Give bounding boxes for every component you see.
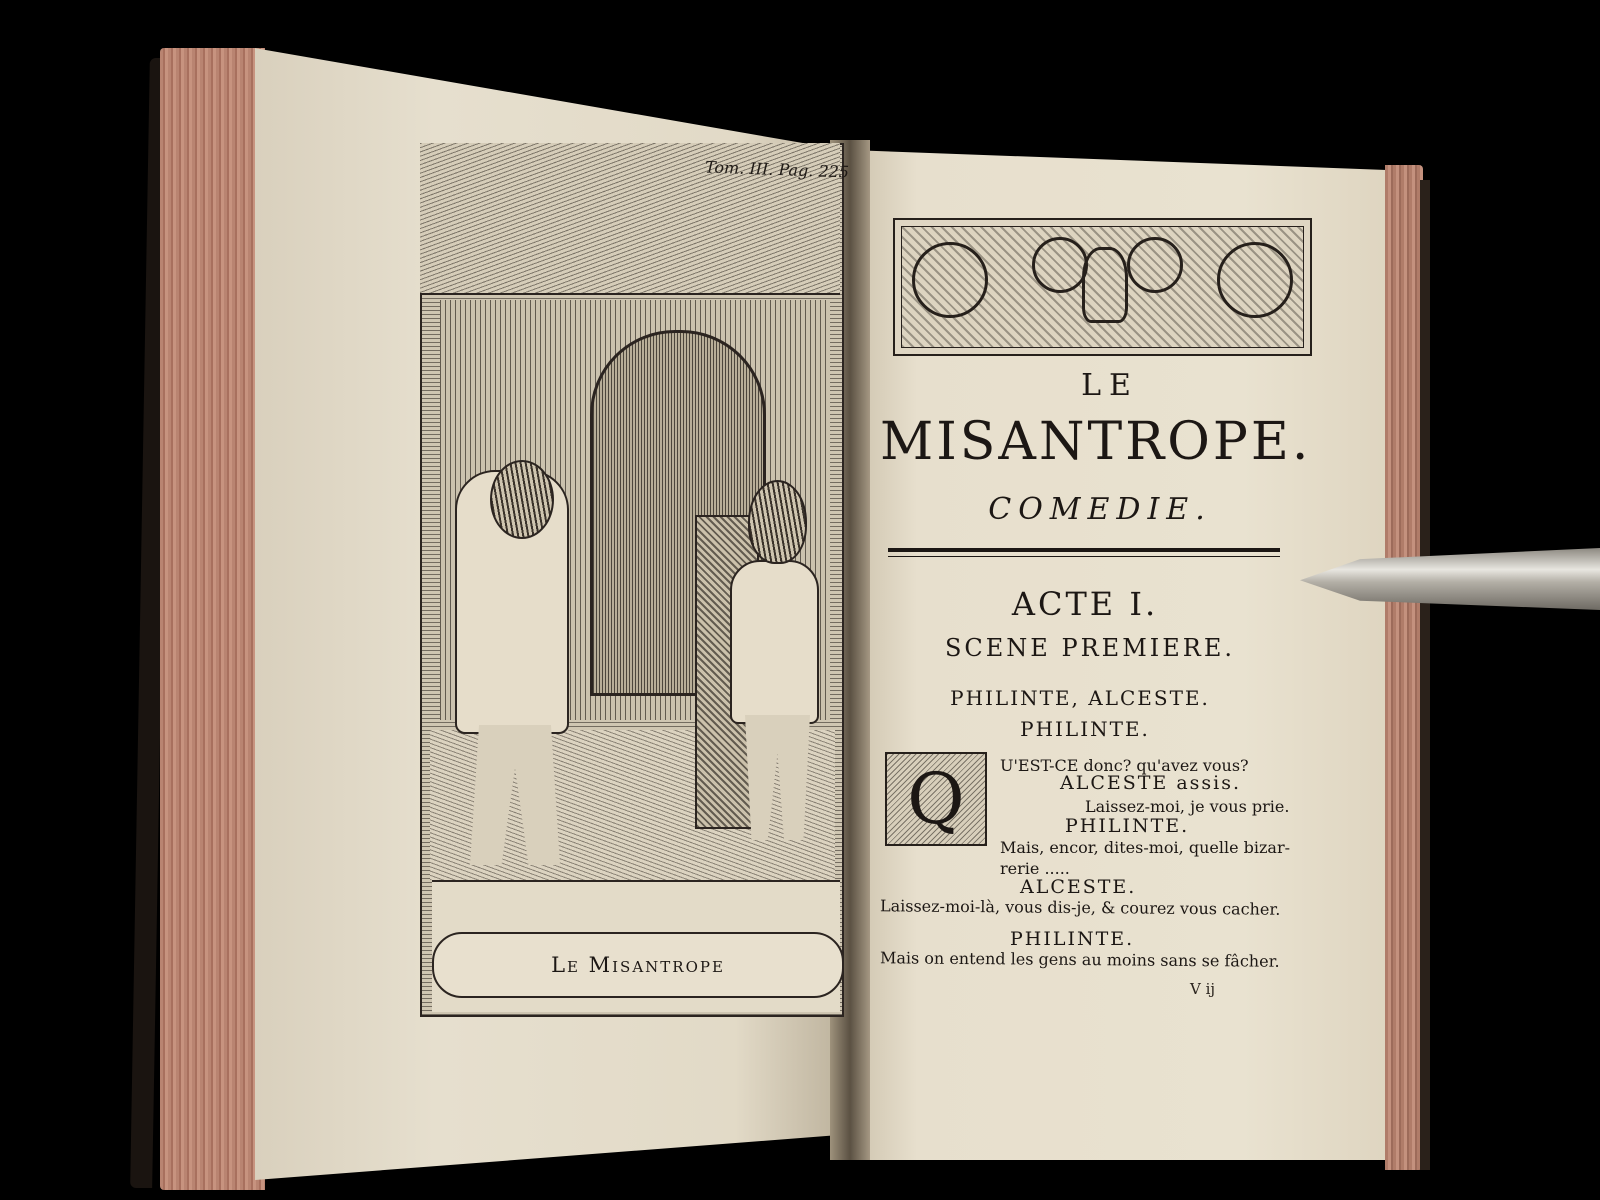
ornament-scroll-left	[912, 242, 988, 318]
speaker-name: PHILINTE.	[1010, 928, 1135, 950]
characters-list: PHILINTE, ALCESTE.	[950, 686, 1210, 710]
speaker-name: PHILINTE.	[1065, 815, 1190, 837]
book-cover-right	[1420, 180, 1430, 1170]
page-subtitle: COMEDIE.	[988, 492, 1212, 527]
scene-heading: SCENE PREMIERE.	[944, 634, 1235, 662]
engraving-caption: Le Misantrope	[551, 953, 725, 977]
act-heading: ACTE I.	[1011, 585, 1159, 623]
page-title: MISANTROPE.	[880, 412, 1312, 472]
title-rule-thick	[888, 548, 1280, 552]
verse-line: Laissez-moi-là, vous dis-je, & courez vous cacher.	[879, 896, 1281, 919]
drop-cap-ornament	[885, 752, 987, 846]
ornament-scroll-center-right	[1127, 237, 1183, 293]
headpiece-ornament-inner	[901, 226, 1304, 348]
verse-line: rerie .....	[1000, 859, 1070, 878]
signature-mark: V ij	[1190, 980, 1216, 998]
ornament-scroll-center-left	[1032, 237, 1088, 293]
plate-reference: Tom. III. Pag. 225	[704, 157, 850, 182]
engraving-figure-seated-head	[748, 480, 807, 564]
page-edges-left	[160, 48, 265, 1190]
ornament-scroll-right	[1217, 242, 1293, 318]
page-edges-right	[1385, 165, 1423, 1170]
engraving-caption-scroll	[432, 932, 844, 998]
drop-cap-letter: Q	[907, 758, 965, 840]
title-le: LE	[1081, 368, 1139, 403]
verse-line: Laissez-moi, je vous prie.	[1085, 797, 1290, 816]
speaker-name: ALCESTE assis.	[1060, 772, 1242, 794]
engraving-figure-standing-head	[490, 460, 554, 539]
speaker-heading: PHILINTE.	[1020, 717, 1150, 741]
ornament-urn	[1082, 247, 1128, 323]
verse-line: Mais, encor, dites-moi, quelle bizar-	[1000, 838, 1291, 857]
headpiece-ornament	[893, 218, 1312, 356]
title-rule-thin	[888, 556, 1280, 557]
engraving-figure-seated	[730, 560, 819, 724]
speaker-name: ALCESTE.	[1020, 876, 1137, 898]
verse-line: U'EST-CE donc? qu'avez vous?	[1000, 756, 1249, 775]
verse-line: Mais on entend les gens au moins sans se fâcher.	[879, 948, 1280, 971]
